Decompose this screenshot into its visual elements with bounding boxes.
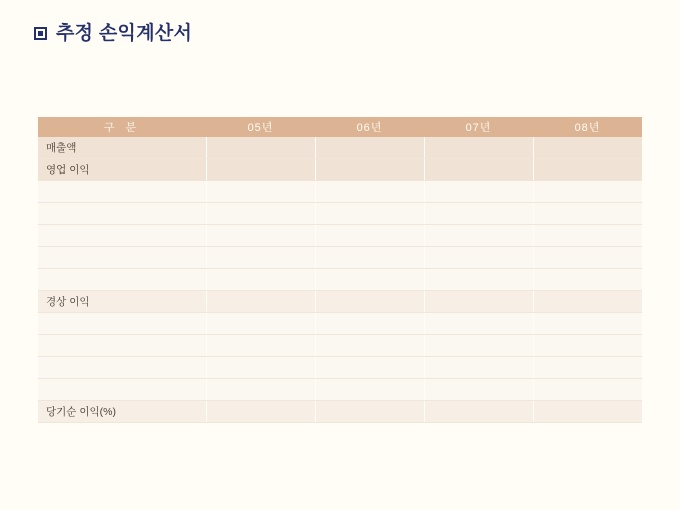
cell-06[interactable] (315, 269, 424, 291)
cell-05[interactable] (206, 313, 315, 335)
cell-08[interactable] (533, 137, 642, 159)
cell-06[interactable] (315, 379, 424, 401)
cell-08[interactable] (533, 159, 642, 181)
row-label (38, 313, 206, 335)
income-statement-table-wrapper (38, 117, 642, 423)
table-row (38, 379, 642, 401)
cell-05[interactable] (206, 291, 315, 313)
cell-07[interactable] (424, 401, 533, 423)
filled-square-icon (34, 27, 47, 40)
cell-06[interactable] (315, 247, 424, 269)
cell-05[interactable] (206, 401, 315, 423)
row-label (38, 247, 206, 269)
cell-08[interactable] (533, 401, 642, 423)
cell-07[interactable] (424, 269, 533, 291)
row-label: 영업 이익 (38, 159, 206, 181)
column-header-year-05: 05년 (206, 117, 315, 137)
table-row (38, 225, 642, 247)
cell-05[interactable] (206, 137, 315, 159)
table-row (38, 357, 642, 379)
cell-06[interactable] (315, 291, 424, 313)
cell-06[interactable] (315, 401, 424, 423)
cell-07[interactable] (424, 291, 533, 313)
cell-05[interactable] (206, 335, 315, 357)
cell-08[interactable] (533, 225, 642, 247)
row-label (38, 269, 206, 291)
row-label (38, 203, 206, 225)
cell-05[interactable] (206, 225, 315, 247)
cell-07[interactable] (424, 159, 533, 181)
table-row (38, 269, 642, 291)
row-label (38, 357, 206, 379)
cell-05[interactable] (206, 379, 315, 401)
cell-07[interactable] (424, 379, 533, 401)
table-row (38, 159, 642, 181)
cell-06[interactable] (315, 313, 424, 335)
cell-07[interactable] (424, 137, 533, 159)
row-label: 당기순 이익(%) (38, 401, 206, 423)
cell-08[interactable] (533, 291, 642, 313)
column-header-year-08: 08년 (533, 117, 642, 137)
cell-07[interactable] (424, 313, 533, 335)
table-row (38, 291, 642, 313)
table-row (38, 137, 642, 159)
cell-06[interactable] (315, 357, 424, 379)
cell-08[interactable] (533, 335, 642, 357)
table-row (38, 335, 642, 357)
cell-07[interactable] (424, 203, 533, 225)
table-body (38, 137, 642, 423)
cell-08[interactable] (533, 247, 642, 269)
cell-08[interactable] (533, 357, 642, 379)
row-label (38, 379, 206, 401)
cell-05[interactable] (206, 357, 315, 379)
cell-05[interactable] (206, 159, 315, 181)
table-row (38, 203, 642, 225)
cell-07[interactable] (424, 181, 533, 203)
column-header-year-07: 07년 (424, 117, 533, 137)
row-label: 매출액 (38, 137, 206, 159)
cell-07[interactable] (424, 335, 533, 357)
table-row (38, 181, 642, 203)
table-row (38, 313, 642, 335)
column-header-year-06: 06년 (315, 117, 424, 137)
cell-07[interactable] (424, 225, 533, 247)
cell-06[interactable] (315, 203, 424, 225)
cell-06[interactable] (315, 181, 424, 203)
income-statement-table (38, 117, 642, 423)
page-title: 추정 손익계산서 (56, 23, 193, 44)
row-label (38, 335, 206, 357)
cell-05[interactable] (206, 181, 315, 203)
column-header-category: 구 분 (38, 117, 206, 137)
cell-07[interactable] (424, 357, 533, 379)
slide-title (34, 24, 192, 43)
cell-08[interactable] (533, 181, 642, 203)
cell-08[interactable] (533, 269, 642, 291)
cell-05[interactable] (206, 247, 315, 269)
cell-07[interactable] (424, 247, 533, 269)
cell-05[interactable] (206, 269, 315, 291)
table-row (38, 247, 642, 269)
row-label: 경상 이익 (38, 291, 206, 313)
row-label (38, 225, 206, 247)
cell-06[interactable] (315, 225, 424, 247)
cell-06[interactable] (315, 137, 424, 159)
table-row (38, 401, 642, 423)
cell-05[interactable] (206, 203, 315, 225)
row-label (38, 181, 206, 203)
cell-08[interactable] (533, 313, 642, 335)
cell-06[interactable] (315, 159, 424, 181)
cell-08[interactable] (533, 203, 642, 225)
cell-06[interactable] (315, 335, 424, 357)
cell-08[interactable] (533, 379, 642, 401)
table-header-row (38, 117, 642, 137)
